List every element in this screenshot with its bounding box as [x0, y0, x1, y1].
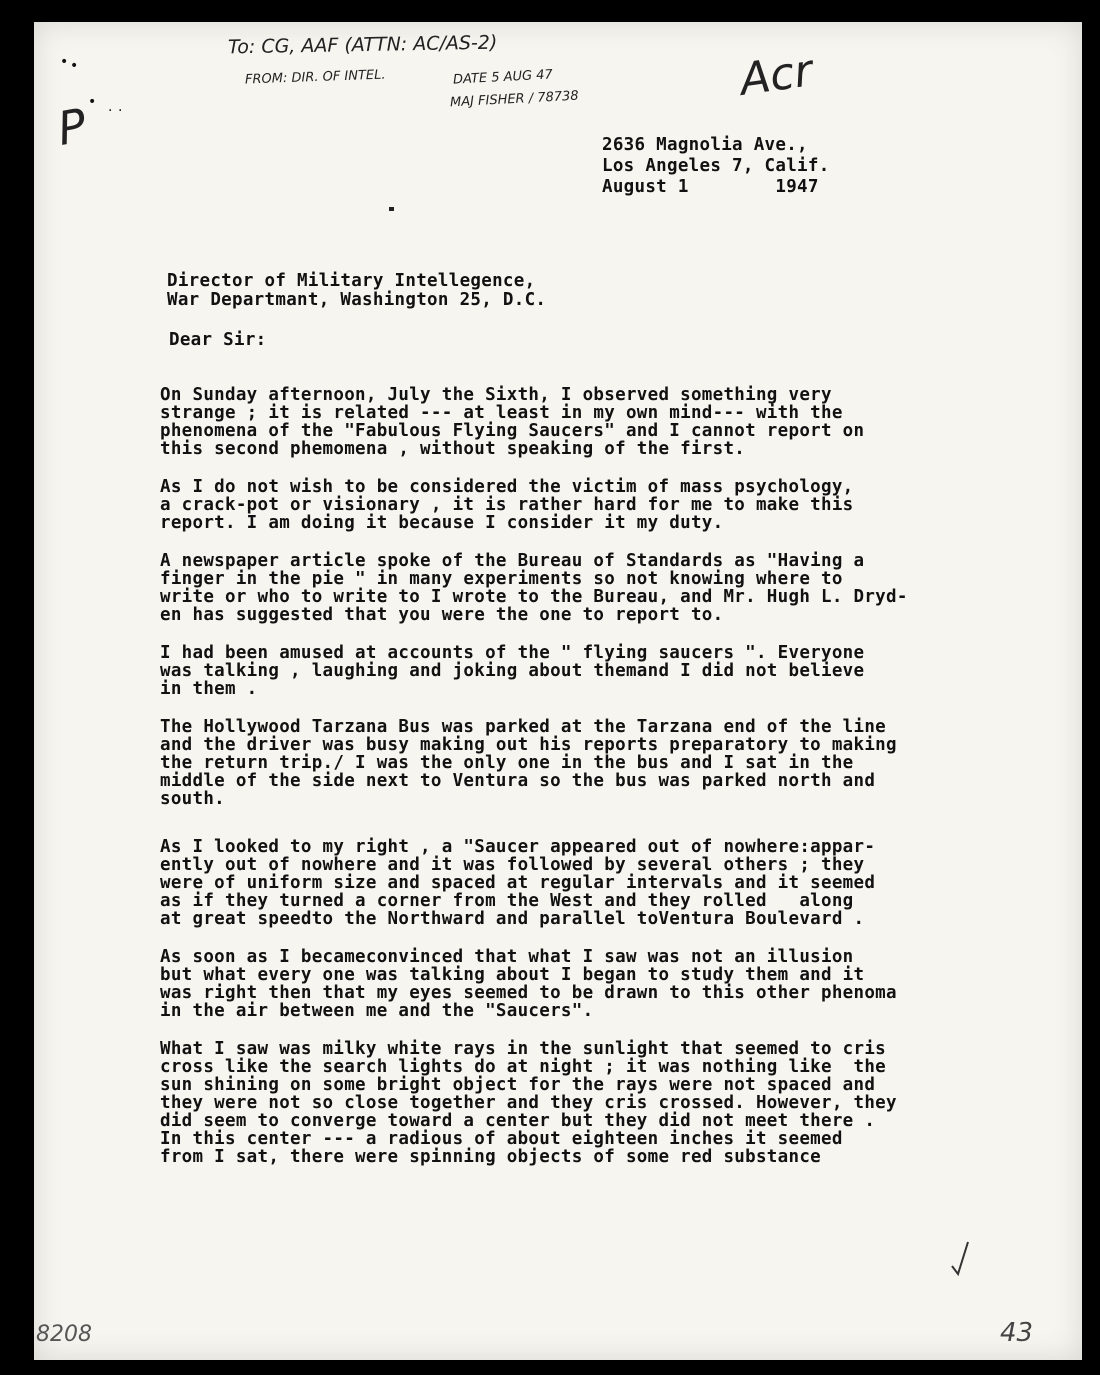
- text-line: did seem to converge toward a center but they did not meet there .: [160, 1111, 876, 1131]
- text-line: was right then that my eyes seemed to be drawn to this other phenoma: [160, 983, 897, 1003]
- routing-from: FROM: DIR. OF INTEL.: [244, 67, 386, 88]
- paragraph: [160, 1040, 1030, 1166]
- text-line: as if they turned a corner from the West and they rolled along: [160, 891, 854, 911]
- routing-date: DATE 5 AUG 47: [452, 67, 554, 88]
- text-line: ently out of nowhere and it was followed by several others ; they: [160, 855, 865, 875]
- text-line: and the driver was busy making out his reports preparatory to making: [160, 735, 897, 755]
- text-line: was talking , laughing and joking about themand I did not believe: [160, 661, 865, 681]
- paragraph: [160, 838, 1030, 928]
- text-line: the return trip./ I was the only one in the bus and I sat in the: [160, 753, 854, 773]
- file-number: 8208: [36, 1322, 92, 1347]
- text-line: What I saw was milky white rays in the sunlight that seemed to cris: [160, 1039, 887, 1059]
- paragraph: [160, 948, 1030, 1020]
- paragraph: [160, 478, 1030, 532]
- initials-signature: Acr: [736, 45, 816, 106]
- stray-mark: [389, 207, 394, 211]
- text-line: write or who to write to I wrote to the Bureau, and Mr. Hugh L. Dryd-: [160, 587, 908, 607]
- margin-mark: P: [53, 98, 91, 156]
- text-line: strange ; it is related --- at least in my own mind--- with the: [160, 403, 843, 423]
- paragraph: [160, 386, 1030, 458]
- text-line: A newspaper article spoke of the Bureau of Standards as "Having a: [160, 551, 865, 571]
- page-number: 43: [1000, 1318, 1034, 1348]
- text-line: south.: [160, 789, 226, 809]
- text-line: I had been amused at accounts of the " flying saucers ". Everyone: [160, 643, 865, 663]
- text-line: The Hollywood Tarzana Bus was parked at the Tarzana end of the line: [160, 717, 887, 737]
- routing-to: To: CG, AAF (ATTN: AC/AS-2): [227, 31, 498, 59]
- text-line: As I do not wish to be considered the victim of mass psychology,: [160, 477, 854, 497]
- text-line: but what every one was talking about I began to study them and it: [160, 965, 865, 985]
- letter-body: [160, 386, 1030, 1186]
- text-line: In this center --- a radious of about eighteen inches it seemed: [160, 1129, 843, 1149]
- paragraph: [160, 644, 1030, 698]
- text-line: en has suggested that you were the one to report to.: [160, 605, 724, 625]
- address-line-1: 2636 Magnolia Ave.,: [602, 135, 808, 155]
- text-line: from I sat, there were spinning objects of some red substance: [160, 1147, 821, 1167]
- text-line: at great speedto the Northward and parallel toVentura Boulevard .: [160, 909, 865, 929]
- routing-contact: MAJ FISHER / 78738: [449, 88, 579, 111]
- recipient-line-2: War Departmant, Washington 25, D.C.: [167, 290, 547, 310]
- text-line: they were not so close together and they cris crossed. However, they: [160, 1093, 897, 1113]
- text-line: As I looked to my right , a "Saucer appeared out of nowhere:appar-: [160, 837, 876, 857]
- paragraph: [160, 718, 1030, 808]
- text-line: a crack-pot or visionary , it is rather hard for me to make this: [160, 495, 854, 515]
- address-line-2: Los Angeles 7, Calif.: [602, 156, 830, 176]
- address-date: August 1 1947: [602, 177, 819, 197]
- recipient-block: [167, 272, 546, 310]
- text-line: were of uniform size and spaced at regular intervals and it seemed: [160, 873, 876, 893]
- text-line: in them .: [160, 679, 258, 699]
- text-line: cross like the search lights do at night ; it was nothing like the: [160, 1057, 887, 1077]
- text-line: this second phemomena , without speaking of the first.: [160, 439, 746, 459]
- recipient-line-1: Director of Military Intellegence,: [167, 271, 536, 291]
- text-line: As soon as I becameconvinced that what I saw was not an illusion: [160, 947, 854, 967]
- text-line: phenomena of the "Fabulous Flying Saucers" and I cannot report on: [160, 421, 865, 441]
- text-line: in the air between me and the "Saucers".: [160, 1001, 594, 1021]
- paragraph: [160, 552, 1030, 624]
- text-line: middle of the side next to Ventura so the bus was parked north and: [160, 771, 876, 791]
- text-line: sun shining on some bright object for the rays were not spaced and: [160, 1075, 876, 1095]
- text-line: On Sunday afternoon, July the Sixth, I observed something very: [160, 385, 832, 405]
- check-mark-icon: [950, 1240, 970, 1276]
- salutation: Dear Sir:: [169, 330, 267, 350]
- sender-address: [602, 135, 830, 198]
- text-line: finger in the pie " in many experiments so not knowing where to: [160, 569, 843, 589]
- text-line: report. I am doing it because I consider it my duty.: [160, 513, 724, 533]
